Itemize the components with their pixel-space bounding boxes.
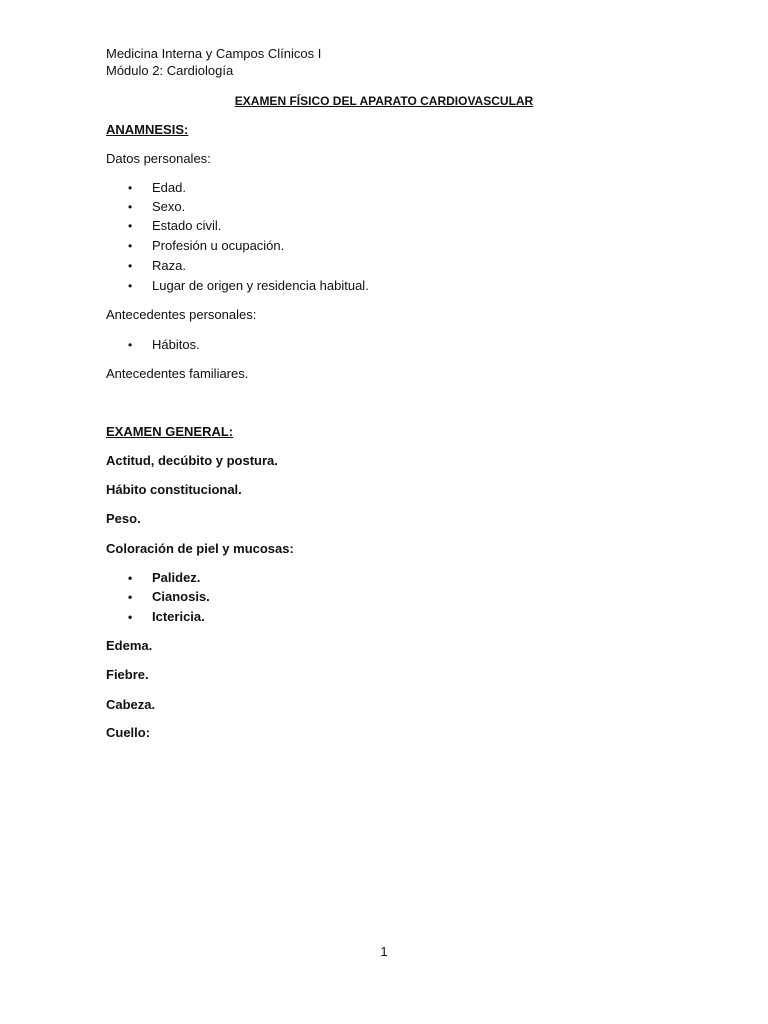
antecedentes-familiares-label: Antecedentes familiares. [106, 366, 249, 381]
cabeza-item: Cabeza. [106, 697, 156, 712]
document-title: EXAMEN FÍSICO DEL APARATO CARDIOVASCULAR [234, 94, 534, 108]
list-item: • Sexo. [128, 199, 186, 214]
actitud-item: Actitud, decúbito y postura. [106, 453, 278, 468]
list-item: • Lugar de origen y residencia habitual. [128, 278, 369, 293]
fiebre-item: Fiebre. [106, 667, 149, 682]
list-item: • Profesión u ocupación. [128, 238, 285, 253]
bullet-icon: • [128, 259, 133, 273]
datos-personales-label: Datos personales: [106, 151, 211, 166]
anamnesis-heading: ANAMNESIS: [106, 122, 189, 137]
bullet-icon: • [128, 590, 133, 604]
list-item: • Edad. [128, 180, 186, 195]
list-item: • Hábitos. [128, 337, 200, 352]
list-item: • Ictericia. [128, 609, 205, 624]
edema-item: Edema. [106, 638, 153, 653]
bullet-icon: • [128, 610, 133, 624]
examen-general-heading: EXAMEN GENERAL: [106, 424, 234, 439]
habito-item: Hábito constitucional. [106, 482, 242, 497]
bullet-icon: • [128, 279, 133, 293]
module-header: Módulo 2: Cardiología [106, 63, 234, 78]
list-item: • Estado civil. [128, 218, 222, 233]
antecedentes-personales-label: Antecedentes personales: [106, 307, 257, 322]
bullet-icon: • [128, 181, 133, 195]
course-header: Medicina Interna y Campos Clínicos I [106, 46, 322, 61]
bullet-icon: • [128, 571, 133, 585]
list-item: • Cianosis. [128, 589, 210, 604]
cuello-item: Cuello: [106, 725, 151, 740]
coloracion-item: Coloración de piel y mucosas: [106, 541, 294, 556]
list-item: • Raza. [128, 258, 186, 273]
bullet-icon: • [128, 239, 133, 253]
peso-item: Peso. [106, 511, 141, 526]
list-item: • Palidez. [128, 570, 201, 585]
bullet-icon: • [128, 200, 133, 214]
bullet-icon: • [128, 338, 133, 352]
page-number: 1 [380, 944, 388, 959]
bullet-icon: • [128, 219, 133, 233]
